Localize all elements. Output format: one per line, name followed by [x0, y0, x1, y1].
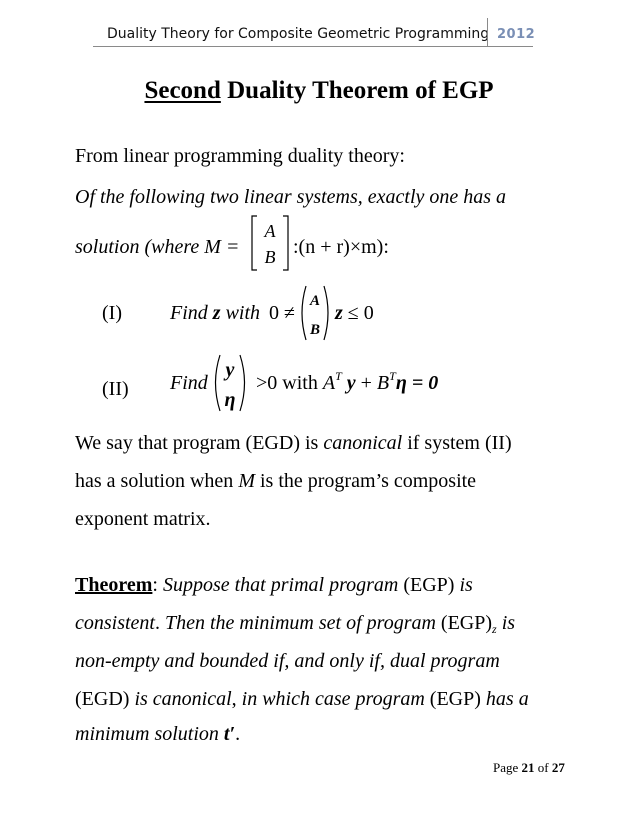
para-line-2: has a solution when M is the program’s composite — [75, 470, 477, 492]
theorem-line-5: minimum solution t′. — [75, 723, 241, 745]
item-II-equation: >0 with $A^T$ $y + B^T\eta = 0$ — [256, 369, 439, 394]
item-I-find: Find z with — [170, 302, 261, 324]
para-line-3: exponent matrix. — [75, 508, 211, 530]
item-I-label: (I) — [102, 302, 122, 324]
matrix-top: A — [264, 221, 276, 241]
theorem-line-1: Theorem: Suppose that primal program (EGP) is — [75, 574, 473, 596]
theorem-label: Theorem — [75, 574, 153, 596]
para-line-1: We say that program (EGD) is canonical if system (II) — [75, 432, 512, 454]
matrix-bottom: B — [264, 247, 276, 267]
page-number: Page 21 of 27 — [493, 760, 565, 775]
solution-line-prefix: solution (where M = — [75, 236, 240, 258]
header-rule — [93, 46, 533, 47]
running-header-title: Duality Theory for Composite Geometric Programming — [107, 26, 490, 42]
item-I-vector-AB — [297, 283, 333, 343]
running-header-year: 2012 — [497, 27, 536, 42]
item-I-rhs: z ≤ 0 — [335, 302, 374, 324]
solution-line-suffix: :(n + r)×m): — [293, 236, 389, 258]
header-separator — [487, 18, 488, 47]
theorem-line-4: (EGD) is canonical, in which case program (EGP) has a — [75, 688, 529, 710]
theorem-line-2: consistent. Then the minimum set of program $(EGP)_z$ is — [75, 612, 516, 636]
svg-text:η: η — [224, 389, 236, 411]
item-II-label: (II) — [102, 378, 129, 400]
item-II-vector-y-eta — [210, 352, 250, 414]
item-I-lhs: 0 ≠ — [269, 302, 295, 324]
section-heading — [0, 77, 638, 105]
svg-text:y: y — [225, 359, 235, 381]
matrix-AB — [249, 213, 291, 273]
heading-underlined-word: Second — [144, 77, 221, 104]
theorem-line-3: non-empty and bounded if, and only if, dual program — [75, 650, 500, 672]
svg-text:A: A — [309, 293, 321, 309]
heading-rest: Duality Theorem of EGP — [227, 77, 494, 104]
svg-text:B: B — [309, 322, 321, 338]
body-line-1: From linear programming duality theory: — [75, 145, 405, 167]
item-II-find: Find — [170, 372, 208, 394]
body-line-2: Of the following two linear systems, exactly one has a — [75, 186, 507, 208]
